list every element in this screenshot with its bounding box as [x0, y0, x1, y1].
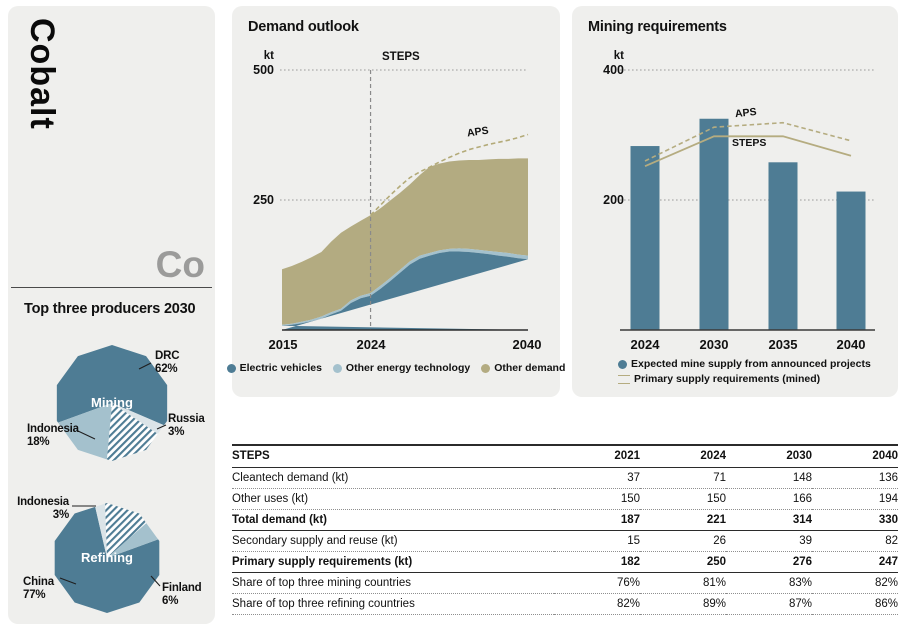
value-cell: 150: [640, 489, 726, 510]
page-title: Cobalt: [23, 18, 61, 130]
value-cell: 15: [554, 531, 640, 552]
cobalt-sidebar-panel: [8, 6, 215, 624]
value-cell: 81%: [640, 573, 726, 594]
row-label-cell: Total demand (kt): [232, 510, 554, 531]
mining-steps-line-label: STEPS: [732, 137, 767, 149]
aps-line-label: APS: [466, 124, 490, 140]
mining-x-tick-2040: 2040: [836, 337, 866, 352]
value-cell: 166: [726, 489, 812, 510]
mining-x-tick-2035: 2035: [768, 337, 798, 352]
value-cell: 71: [640, 468, 726, 489]
producer-pies-canvas: [8, 6, 215, 624]
demand-x-tick-2015: 2015: [268, 337, 298, 352]
steps-data-table: [232, 444, 898, 615]
value-cell: 250: [640, 552, 726, 573]
element-symbol: Co: [155, 244, 205, 285]
value-cell: 276: [726, 552, 812, 573]
mine-supply-bar-2024: [631, 146, 660, 330]
value-cell: 148: [726, 468, 812, 489]
table-row: [232, 573, 898, 594]
row-label-cell: Cleantech demand (kt): [232, 468, 554, 489]
mine-supply-dot-icon: [618, 360, 627, 369]
finland-label: Finland 6%: [162, 582, 202, 607]
demand-y-axis-unit: kt: [263, 50, 274, 62]
value-cell: 87%: [726, 594, 812, 615]
value-cell: 76%: [554, 573, 640, 594]
table-row: [232, 552, 898, 573]
demand-y-tick-500: 500: [253, 63, 274, 77]
table-row: [232, 594, 898, 615]
demand-x-tick-2040: 2040: [512, 337, 542, 352]
value-cell: 136: [812, 468, 898, 489]
china-label: China 77%: [23, 576, 54, 601]
demand-outlook-panel: [232, 6, 566, 397]
table-header-row: [232, 445, 898, 468]
other-demand-area: [282, 158, 528, 324]
value-cell: 150: [554, 489, 640, 510]
mining-x-tick-2024: 2024: [630, 337, 660, 352]
table-row: [232, 489, 898, 510]
refining-pie-center-label: Refining: [81, 550, 133, 565]
legend-item-expected-mine-supply: Expected mine supply from announced projects: [618, 358, 871, 370]
mine-supply-bar-2030: [700, 119, 729, 330]
steps-table: [232, 444, 898, 615]
mining-pie-center-label: Mining: [91, 395, 133, 410]
demand-x-tick-2024: 2024: [356, 337, 386, 352]
value-cell: 187: [554, 510, 640, 531]
indonesia-mining-label: Indonesia 18%: [27, 423, 79, 448]
table-row: [232, 468, 898, 489]
mining-aps-line-label: APS: [734, 105, 758, 121]
mining-requirements-title: Mining requirements: [588, 19, 727, 35]
drc-label: DRC 62%: [155, 350, 180, 375]
russia-label: Russia 3%: [168, 413, 205, 438]
value-cell: 83%: [726, 573, 812, 594]
row-label-cell: Primary supply requirements (kt): [232, 552, 554, 573]
value-cell: 86%: [812, 594, 898, 615]
mining-y-axis-unit: kt: [613, 50, 624, 62]
mine-supply-bar-2035: [769, 162, 798, 330]
other-demand-dot-icon: [481, 364, 490, 373]
column-header: 2040: [812, 445, 898, 468]
value-cell: 37: [554, 468, 640, 489]
value-cell: 82%: [812, 573, 898, 594]
value-cell: 330: [812, 510, 898, 531]
value-cell: 39: [726, 531, 812, 552]
value-cell: 89%: [640, 594, 726, 615]
row-label-cell: Share of top three refining countries: [232, 594, 554, 615]
primary-supply-line-icon: [618, 375, 630, 384]
table-row: [232, 531, 898, 552]
value-cell: 221: [640, 510, 726, 531]
value-cell: 26: [640, 531, 726, 552]
value-cell: 194: [812, 489, 898, 510]
mining-y-tick-400: 400: [603, 63, 624, 77]
legend-item-other-demand: Other demand: [481, 362, 565, 374]
electric-vehicles-dot-icon: [227, 364, 236, 373]
legend-item-electric-vehicles: Electric vehicles: [227, 362, 322, 374]
indonesia-refining-label: Indonesia 3%: [17, 496, 69, 521]
column-header: STEPS: [232, 445, 554, 468]
mining-requirements-panel: [572, 6, 898, 397]
value-cell: 82%: [554, 594, 640, 615]
table-row: [232, 510, 898, 531]
value-cell: 247: [812, 552, 898, 573]
other-energy-technology-dot-icon: [333, 364, 342, 373]
legend-item-other-energy-technology: Other energy technology: [333, 362, 470, 374]
row-label-cell: Share of top three mining countries: [232, 573, 554, 594]
mining-x-tick-2030: 2030: [699, 337, 729, 352]
row-label-cell: Other uses (kt): [232, 489, 554, 510]
steps-divider-label: STEPS: [382, 51, 420, 63]
producers-heading: Top three producers 2030: [24, 301, 196, 317]
row-label-cell: Secondary supply and reuse (kt): [232, 531, 554, 552]
value-cell: 182: [554, 552, 640, 573]
mining-y-tick-200: 200: [603, 193, 624, 207]
demand-outlook-title: Demand outlook: [248, 19, 359, 35]
demand-legend: [232, 362, 566, 374]
column-header: 2030: [726, 445, 812, 468]
column-header: 2024: [640, 445, 726, 468]
value-cell: 314: [726, 510, 812, 531]
demand-y-tick-250: 250: [253, 193, 274, 207]
column-header: 2021: [554, 445, 640, 468]
value-cell: 82: [812, 531, 898, 552]
mining-legend: [618, 358, 871, 388]
mine-supply-bar-2040: [837, 192, 866, 330]
legend-item-primary-supply-requirements: Primary supply requirements (mined): [618, 373, 871, 385]
